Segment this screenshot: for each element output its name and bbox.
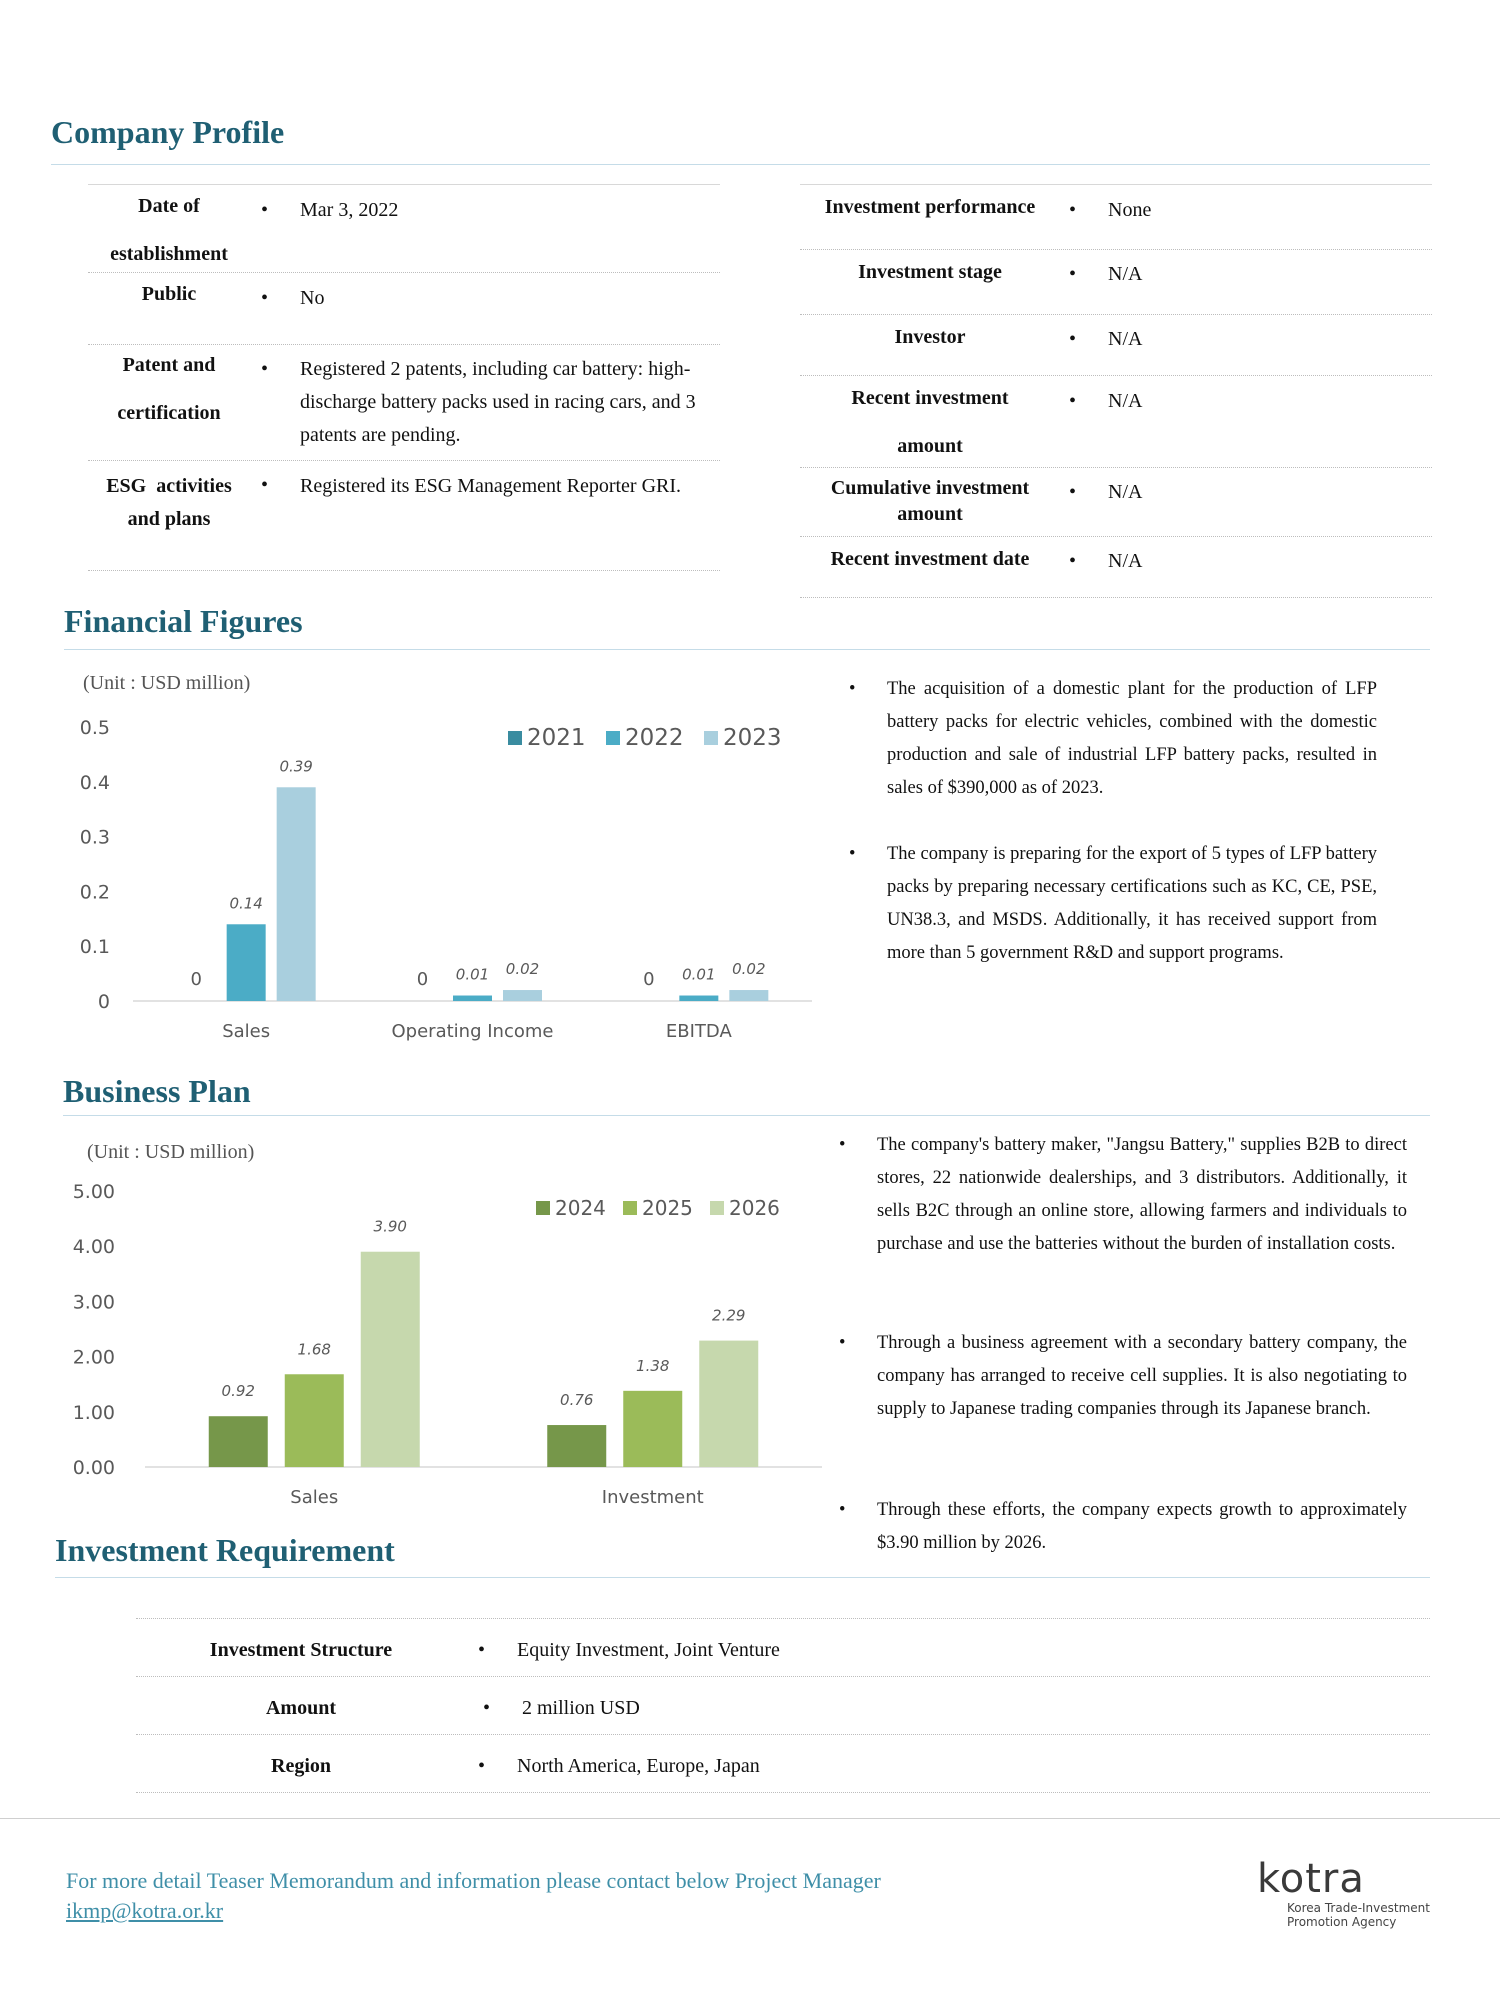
row-value: 2 million USD: [517, 1697, 640, 1719]
row-value: None: [1108, 199, 1152, 221]
x-category-label: Sales: [222, 1021, 271, 1042]
data-label: 0.39: [279, 757, 313, 776]
row-label: Recent investment date: [830, 548, 1030, 570]
legend-swatch-2023: [704, 731, 718, 745]
bullet: •: [478, 1639, 486, 1661]
row-label: Investment performance: [824, 196, 1036, 218]
data-label: 1.68: [297, 1340, 331, 1359]
legend-label-2021: 2021: [527, 725, 586, 751]
row-value: N/A: [1108, 263, 1143, 285]
data-label: 0.92: [221, 1382, 255, 1401]
bullet: •: [483, 1697, 491, 1719]
legend-swatch-2025: [623, 1201, 637, 1215]
row-label: Amount: [265, 1697, 336, 1719]
logo-subtitle-2: Promotion Agency: [1287, 1915, 1397, 1929]
logo-subtitle-1: Korea Trade-Investment: [1287, 1901, 1430, 1915]
row-value: Mar 3, 2022: [300, 199, 399, 221]
unit-label: (Unit : USD million): [87, 1141, 255, 1163]
row-value: No: [300, 287, 325, 309]
row-label: ESG activities and plans: [106, 475, 232, 530]
bullet: •: [1069, 550, 1077, 572]
business-plan-chart: [60, 1170, 840, 1520]
y-tick-label: 0.4: [79, 771, 110, 794]
row-label: Investment stage: [858, 261, 1002, 283]
bar-2025-investment: [623, 1391, 682, 1467]
row-divider: [800, 597, 1432, 598]
row-value: North America, Europe, Japan: [517, 1755, 760, 1777]
bar-2026-sales: [361, 1252, 420, 1467]
y-tick-label: 4.00: [72, 1236, 115, 1259]
data-label: 0.14: [229, 894, 263, 913]
financial-bullet-2: • The company is preparing for the export of 5 types of LFP battery packs by preparing necessary certifications such as KC, CE, PSE, UN38.3, and MSDS. Additionally, it has received support from more than 5 government R&D and support programs.: [849, 844, 1377, 963]
row-divider: [136, 1618, 1430, 1619]
row-divider: [136, 1676, 1430, 1677]
row-value: N/A: [1108, 328, 1143, 350]
bar-2026-investment: [699, 1341, 758, 1467]
legend-label-2025: 2025: [642, 1196, 693, 1220]
bar-2022-sales: [227, 924, 266, 1001]
data-label: 0.01: [682, 965, 716, 984]
legend-label-2022: 2022: [625, 725, 684, 751]
bullet: •: [1069, 390, 1077, 412]
x-category-label: EBITDA: [665, 1021, 732, 1042]
row-label: Region: [271, 1755, 331, 1777]
row-label: Cumulative investment amount: [830, 477, 1030, 525]
bullet: •: [1069, 199, 1077, 221]
y-tick-label: 0.00: [72, 1457, 115, 1479]
row-value: Registered its ESG Management Reporter GRI.: [300, 475, 682, 497]
bar-2023-ebitda: [729, 990, 768, 1001]
row-label: Date of establishment: [110, 195, 228, 265]
legend-label-2026: 2026: [729, 1196, 780, 1220]
legend-label-2023: 2023: [723, 725, 782, 751]
bar-2023-sales: [277, 787, 316, 1001]
logo-wordmark: kotra: [1257, 1856, 1365, 1902]
row-value: Equity Investment, Joint Venture: [517, 1639, 780, 1661]
data-label: 3.90: [373, 1217, 407, 1236]
financial-figures-chart: [60, 700, 830, 1050]
financial-figures-title: Financial Figures: [64, 603, 303, 639]
section-divider: [63, 1115, 1430, 1116]
footer-divider: [0, 1818, 1500, 1819]
bar-2022-ebitda: [679, 996, 718, 1001]
y-tick-label: 5.00: [72, 1181, 115, 1203]
row-divider: [88, 460, 720, 461]
row-value: N/A: [1108, 390, 1143, 412]
y-tick-label: 0.3: [79, 826, 110, 849]
x-category-label: Investment: [601, 1487, 704, 1508]
row-value: N/A: [1108, 550, 1143, 572]
legend-swatch-2024: [536, 1201, 550, 1215]
y-tick-label: 2.00: [72, 1346, 115, 1369]
row-label: Investment Structure: [209, 1639, 393, 1661]
bar-2024-investment: [547, 1425, 606, 1467]
section-divider: [51, 164, 1430, 165]
legend-swatch-2022: [606, 731, 620, 745]
data-label: 0.02: [505, 960, 540, 979]
footer-email-link[interactable]: ikmp@kotra.or.kr: [66, 1898, 224, 1923]
business-bullet-2: • Through a business agreement with a secondary battery company, the company has arranged to receive cell supplies. It is also negotiating to supply to Japanese trading companies through its Japanese branch.: [839, 1333, 1407, 1419]
row-label: Public: [141, 283, 197, 305]
x-category-label: Operating Income: [391, 1021, 554, 1042]
row-value: Registered 2 patents, including car battery: high-discharge battery packs used in racing cars, and 3 patents are pending.: [300, 358, 696, 446]
unit-label: (Unit : USD million): [83, 672, 251, 694]
footer-contact-text: For more detail Teaser Memorandum and information please contact below Project Manager: [66, 1868, 881, 1893]
row-label: Recent investment amount: [851, 387, 1009, 457]
data-label: 0.76: [560, 1391, 594, 1410]
y-tick-label: 0.5: [79, 717, 110, 739]
bullet: •: [261, 287, 269, 309]
bar-2024-sales: [209, 1416, 268, 1467]
x-category-label: Sales: [290, 1487, 339, 1508]
bar-2025-sales: [285, 1374, 344, 1467]
row-value: N/A: [1108, 481, 1143, 503]
row-divider: [800, 467, 1432, 468]
row-label: Investor: [894, 326, 966, 348]
kotra-logo: [1257, 1857, 1437, 1937]
bullet: •: [261, 474, 269, 496]
data-label: 0.01: [455, 965, 490, 984]
data-label: 1.38: [636, 1356, 670, 1375]
y-tick-label: 0: [97, 991, 110, 1013]
row-divider: [88, 570, 720, 571]
legend-swatch-2021: [508, 731, 522, 745]
y-tick-label: 0.1: [79, 936, 110, 959]
section-divider: [64, 649, 1430, 650]
business-bullet-1: • The company's battery maker, "Jangsu Battery," supplies B2B to direct stores, 22 nationwide dealerships, and 3 distributors. Additionally, it sells B2C through an online store, allowing farmers and individuals to purchase and use the batteries without the burden of installation costs.: [839, 1135, 1407, 1254]
bullet: •: [261, 199, 269, 221]
data-label: 0: [416, 969, 429, 990]
company-profile-title: Company Profile: [51, 114, 285, 150]
data-label: 0: [190, 969, 202, 990]
data-label: 2.29: [712, 1306, 746, 1325]
bar-2022-operating-income: [453, 996, 492, 1001]
legend-swatch-2026: [710, 1201, 724, 1215]
bar-2023-operating-income: [503, 990, 542, 1001]
bullet: •: [261, 358, 269, 380]
bullet: •: [478, 1755, 486, 1777]
legend-label-2024: 2024: [555, 1196, 606, 1220]
y-tick-label: 0.2: [79, 881, 110, 904]
row-divider: [136, 1792, 1430, 1793]
y-tick-label: 3.00: [72, 1291, 115, 1314]
bullet: •: [1069, 263, 1077, 285]
business-bullet-3: • Through these efforts, the company expects growth to approximately $3.90 million by 2026.: [839, 1500, 1407, 1553]
row-label: Patent and certification: [117, 354, 221, 424]
data-label: 0.02: [732, 960, 766, 979]
row-divider: [136, 1734, 1430, 1735]
investment-requirement-title: Investment Requirement: [55, 1532, 395, 1568]
financial-bullet-1: • The acquisition of a domestic plant for the production of LFP battery packs for electric vehicles, combined with the domestic production and sale of industrial LFP battery packs, resulted in sales of $390,000 as of 2023.: [849, 679, 1377, 798]
section-divider: [55, 1577, 1430, 1578]
y-tick-label: 1.00: [72, 1401, 115, 1424]
data-label: 0: [643, 969, 655, 990]
business-plan-title: Business Plan: [63, 1073, 251, 1109]
bullet: •: [1069, 481, 1077, 503]
bullet: •: [1069, 328, 1077, 350]
